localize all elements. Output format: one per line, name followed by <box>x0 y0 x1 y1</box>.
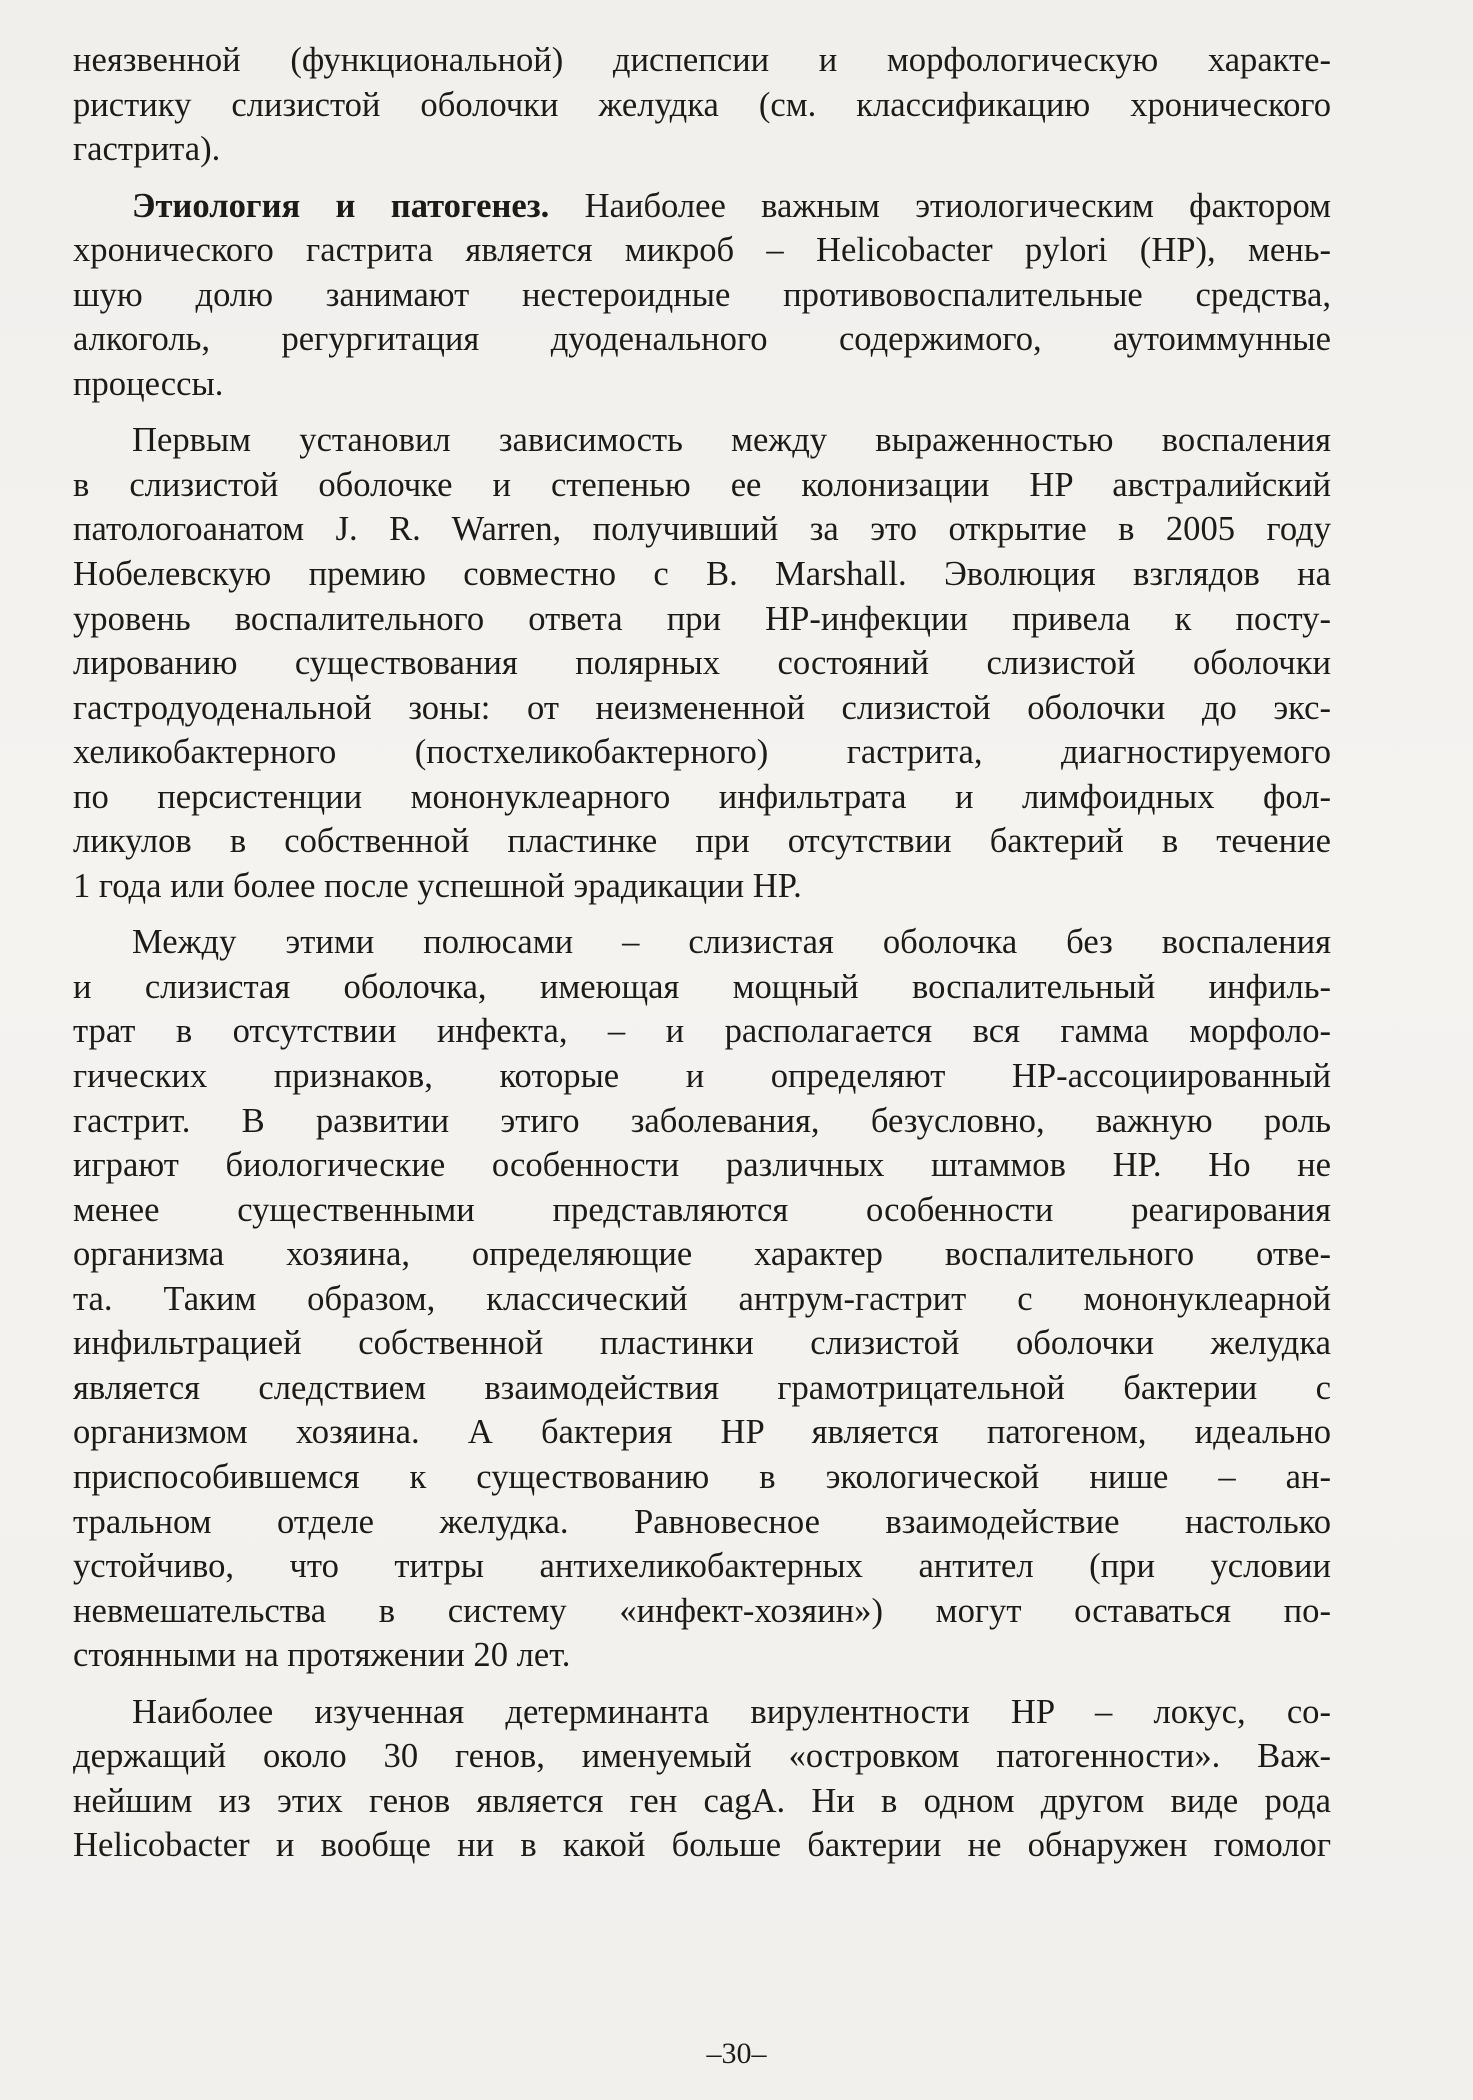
text-line: Helicobacter и вообще ни в какой больше бактерии не обнаружен гомолог <box>73 1826 1331 1865</box>
text-line: приспособившемся к существованию в экологической нише – ан- <box>73 1457 1331 1496</box>
text-line: трат в отсутствии инфекта, – и располагается вся гамма морфоло- <box>73 1012 1331 1051</box>
text-line: та. Таким образом, классический антрум-гастрит с мононуклеарной <box>73 1279 1331 1318</box>
text-line: Нобелевскую премию совместно с B. Marshall. Эволюция взглядов на <box>73 555 1331 594</box>
text-line: патологоанатом J. R. Warren, получивший за это открытие в 2005 году <box>73 510 1331 549</box>
text-line: ристику слизистой оболочки желудка (см. классификацию хронического <box>73 85 1331 124</box>
page-number: –30– <box>706 2037 767 2070</box>
text-line: тральном отделе желудка. Равновесное взаимодействие настолько <box>73 1502 1331 1541</box>
text-line: организмом хозяина. А бактерия HP является патогеном, идеально <box>73 1413 1331 1452</box>
text-line: Первым установил зависимость между выраженностью воспаления <box>132 421 1331 460</box>
text-line: устойчиво, что титры антихеликобактерных антител (при условии <box>73 1547 1331 1586</box>
text-line: гастрит. В развитии этиго заболевания, безусловно, важную роль <box>73 1101 1331 1140</box>
text-line: организма хозяина, определяющие характер воспалительного отве- <box>73 1235 1331 1274</box>
text-line: процессы. <box>73 364 224 403</box>
text-line: алкоголь, регургитация дуоденального содержимого, аутоиммунные <box>73 320 1331 359</box>
text-line <box>73 184 1331 229</box>
text-line: Наиболее изученная детерминанта вирулентности HP – локус, со- <box>132 1692 1331 1731</box>
text-line: стоянными на протяжении 20 лет. <box>73 1636 571 1675</box>
text-line: менее существенными представляются особенности реагирования <box>73 1190 1331 1229</box>
text-line: держащий около 30 генов, именуемый «островком патогенности». Важ- <box>73 1737 1331 1776</box>
text-fragment: Наиболее важным этиологическим фактором <box>549 186 1331 225</box>
text-line: и слизистая оболочка, имеющая мощный воспалительный инфиль- <box>73 967 1331 1006</box>
text-line: уровень воспалительного ответа при HP-инфекции привела к посту- <box>73 599 1331 638</box>
section-heading: Этиология и патогенез. <box>132 186 550 225</box>
text-line: гастрита). <box>73 130 221 169</box>
text-line: играют биологические особенности различных штаммов HP. Но не <box>73 1146 1331 1185</box>
body-text <box>73 38 1331 1868</box>
text-line: Между этими полюсами – слизистая оболочка без воспаления <box>132 923 1331 962</box>
text-line: неязвенной (функциональной) диспепсии и морфологическую характе- <box>73 41 1331 79</box>
text-line: невмешательства в систему «инфект-хозяин») могут оставаться по- <box>73 1591 1331 1630</box>
text-line: гастродуоденальной зоны: от неизмененной слизистой оболочки до экс- <box>73 688 1331 727</box>
text-line: хронического гастрита является микроб – Helicobacter pylori (HP), мень- <box>73 231 1331 270</box>
text-line: нейшим из этих генов является ген cagA. Ни в одном другом виде рода <box>73 1781 1331 1820</box>
text-line: хеликобактерного (постхеликобактерного) гастрита, диагностируемого <box>73 733 1331 772</box>
text-line: лированию существования полярных состояний слизистой оболочки <box>73 644 1331 683</box>
text-line: инфильтрацией собственной пластинки слизистой оболочки желудка <box>73 1324 1331 1363</box>
text-line: ликулов в собственной пластинке при отсутствии бактерий в течение <box>73 822 1331 861</box>
text-line: по персистенции мононуклеарного инфильтрата и лимфоидных фол- <box>73 777 1331 816</box>
text-line: в слизистой оболочке и степенью ее колонизации HP австралийский <box>73 465 1331 504</box>
text-line: является следствием взаимодействия грамотрицательной бактерии с <box>73 1368 1331 1407</box>
text-line: 1 года или более после успешной эрадикации HP. <box>73 866 802 905</box>
text-line: шую долю занимают нестероидные противовоспалительные средства, <box>73 275 1331 314</box>
text-line: гических признаков, которые и определяют HP-ассоциированный <box>73 1057 1331 1096</box>
